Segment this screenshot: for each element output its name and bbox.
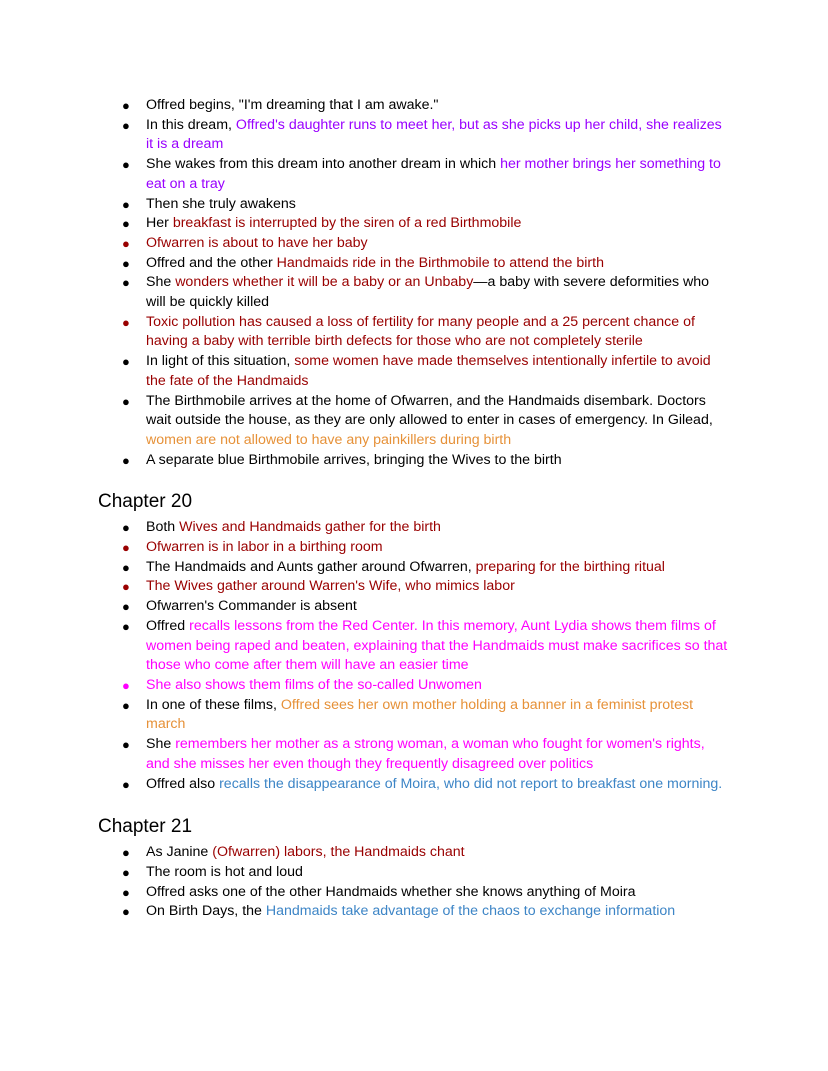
list-item (122, 155, 731, 194)
bullet-icon: ● (122, 117, 130, 133)
text-segment: She wakes from this dream into another dream in which (146, 156, 501, 173)
list-item (122, 518, 731, 538)
text-segment: remembers her mother as a strong woman, a woman who fought for women's rights, and she misses her even though they frequently disagreed over politics (146, 736, 705, 772)
list-item (122, 696, 731, 735)
list-item (122, 617, 731, 676)
text-segment: (Ofwarren) labors, the Handmaids chant (212, 844, 465, 861)
list-item (122, 735, 731, 774)
bullet-icon: ● (122, 520, 130, 536)
text-segment: As Janine (146, 844, 213, 861)
bullet-icon: ● (122, 737, 130, 753)
bullet-icon: ● (122, 559, 130, 575)
text-segment: Offred asks one of the other Handmaids whether she knows anything of Moira (146, 883, 636, 900)
text-segment: In this dream, (146, 116, 236, 133)
bullet-icon: ● (122, 452, 130, 468)
text-segment: women are not allowed to have any painkillers during birth (146, 431, 512, 448)
bullet-icon: ● (122, 845, 130, 861)
text-segment: She also shows them films of the so-called Unwomen (146, 676, 482, 693)
text-segment: Offred begins, "I'm dreaming that I am awake." (146, 97, 439, 113)
text-segment: On Birth Days, the (146, 903, 266, 920)
text-segment: —a baby with severe deformities who will be quickly killed (146, 274, 710, 311)
list-item (122, 843, 731, 863)
list-item (122, 883, 731, 903)
bullet-icon: ● (122, 354, 130, 370)
section-chapter-19 (0, 96, 828, 470)
bullet-icon: ● (122, 776, 130, 792)
list-item (122, 234, 731, 254)
text-segment: Then she truly awakens (146, 195, 296, 212)
bullet-icon: ● (122, 98, 130, 113)
text-segment: some women have made themselves intentionally infertile to avoid the fate of the Handmaids (146, 353, 711, 389)
text-segment: breakfast is interrupted by the siren of a red Birthmobile (172, 215, 522, 232)
text-segment: Offred (146, 617, 190, 634)
text-segment: recalls the disappearance of Moira, who did not report to breakfast one morning. (219, 775, 723, 792)
bullet-icon: ● (122, 255, 130, 271)
text-segment: Ofwarren is in labor in a birthing room (146, 539, 383, 556)
text-segment: She (146, 736, 176, 753)
text-segment: A separate blue Birthmobile arrives, bringing the Wives to the birth (146, 451, 562, 468)
text-segment: Wives and Handmaids gather for the birth (179, 519, 441, 536)
section-chapter-20 (0, 490, 828, 794)
list-item (122, 902, 731, 922)
text-segment: The Handmaids and Aunts gather around Ofwarren, (146, 558, 476, 575)
bullet-icon: ● (122, 618, 130, 634)
bullet-icon: ● (122, 275, 130, 291)
list-item (122, 863, 731, 883)
bullet-icon: ● (122, 864, 130, 880)
text-segment: Offred's daughter runs to meet her, but as she picks up her child, she realizes it is a dream (146, 116, 722, 153)
text-segment: Toxic pollution has caused a loss of fertility for many people and a 25 percent chance of having a baby with terrible birth defects for those who are not completely sterile (146, 313, 695, 350)
bullet-icon: ● (122, 216, 130, 232)
text-segment: In light of this situation, (146, 353, 295, 370)
bullet-icon: ● (122, 599, 130, 615)
list-item (122, 451, 731, 471)
list-item (122, 214, 731, 234)
text-segment: Both (146, 519, 180, 536)
list-item (122, 676, 731, 696)
text-segment: Her (146, 215, 173, 232)
list-item (122, 96, 731, 116)
text-segment: Offred also (146, 775, 220, 792)
bullet-icon: ● (122, 314, 130, 330)
list-item (122, 775, 731, 795)
bullet-list (0, 843, 731, 922)
bullet-icon: ● (122, 235, 130, 251)
bullet-icon: ● (122, 579, 130, 595)
section-chapter-21 (0, 815, 828, 922)
bullet-icon: ● (122, 904, 130, 920)
list-item (122, 558, 731, 578)
text-segment: Ofwarren is about to have her baby (146, 234, 368, 251)
text-segment: The Birthmobile arrives at the home of Ofwarren, and the Handmaids disembark. Doctors wait outside the house, as they are only allowed to enter in cases of emergency. In Gilead, (146, 392, 713, 429)
text-segment: Offred sees her own mother holding a banner in a feminist protest march (146, 696, 694, 733)
text-segment: Handmaids ride in the Birthmobile to attend the birth (276, 254, 604, 271)
chapter-heading: Chapter 20 (98, 491, 193, 513)
list-item (122, 273, 731, 312)
text-segment: She (146, 274, 176, 291)
text-segment: In one of these films, (146, 696, 281, 713)
chapter-heading: Chapter 21 (98, 816, 193, 838)
document-page (0, 96, 828, 922)
bullet-icon: ● (122, 196, 130, 212)
text-segment: wonders whether it will be a baby or an Unbaby (175, 274, 474, 291)
bullet-icon: ● (122, 697, 130, 713)
list-item (122, 195, 731, 215)
bullet-list (0, 518, 731, 794)
list-item (122, 597, 731, 617)
text-segment: Offred and the other (146, 254, 277, 271)
bullet-icon: ● (122, 157, 130, 173)
list-item (122, 538, 731, 558)
list-item (122, 254, 731, 274)
text-segment: Ofwarren's Commander is absent (146, 598, 357, 615)
text-segment: Handmaids take advantage of the chaos to exchange information (265, 903, 676, 920)
text-segment: preparing for the birthing ritual (475, 558, 665, 575)
list-item (122, 313, 731, 352)
bullet-icon: ● (122, 393, 130, 409)
list-item (122, 116, 731, 155)
bullet-icon: ● (122, 540, 130, 556)
text-segment: recalls lessons from the Red Center. In this memory, Aunt Lydia shows them films of women being raped and beaten, explaining that the Handmaids must make sacrifices so that those who come after them will have an easier time (146, 617, 728, 674)
bullet-icon: ● (122, 884, 130, 900)
text-segment: her mother brings her something to eat on a tray (146, 156, 721, 192)
text-segment: The room is hot and loud (146, 863, 303, 880)
bullet-list (0, 96, 731, 470)
list-item (122, 392, 731, 451)
text-segment: The Wives gather around Warren's Wife, who mimics labor (146, 578, 515, 595)
list-item (122, 577, 731, 597)
bullet-icon: ● (122, 677, 130, 693)
list-item (122, 352, 731, 391)
